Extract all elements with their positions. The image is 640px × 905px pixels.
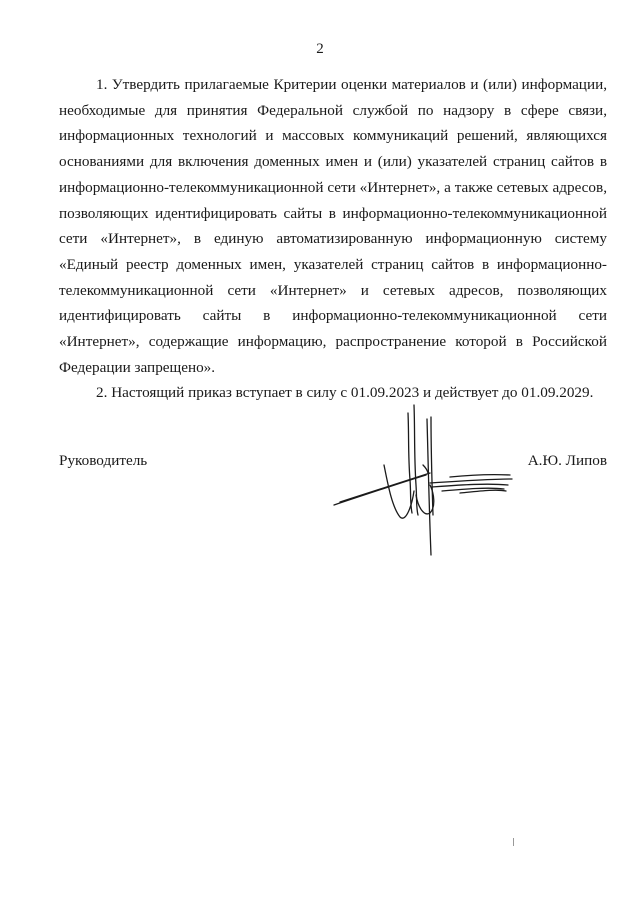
document-body <box>59 72 607 406</box>
stray-mark <box>513 838 514 846</box>
signatory-title: Руководитель <box>59 452 148 469</box>
page-number: 2 <box>316 41 324 57</box>
handwritten-signature <box>330 395 530 565</box>
signatory-name: А.Ю. Липов <box>527 452 607 469</box>
paragraph-1: 1. Утвердить прилагаемые Критерии оценки материалов и (или) информации, необходимые для принятия Федеральной службой по надзору в сфере связи, информационных технологий и массовых коммуникаций решений, являющихся основаниями для включения доменных имен и (или) указателей страниц сайтов в информационно-телекоммуникационной сети «Интернет», а также сетевых адресов, позволяющих идентифицировать сайты в информационно-телекоммуникационной сети «Интернет», в единую автоматизированную информационную систему «Единый реестр доменных имен, указателей страниц сайтов в информационно-телекоммуникационной сети «Интернет» и сетевых адресов, позволяющих идентифицировать сайты в информационно-телекоммуникационной сети «Интернет», содержащие информацию, распространение которой в Российской Федерации запрещено». <box>59 76 607 376</box>
paragraph-2: 2. Настоящий приказ вступает в силу с 01.09.2023 и действует до 01.09.2029. <box>96 384 594 402</box>
